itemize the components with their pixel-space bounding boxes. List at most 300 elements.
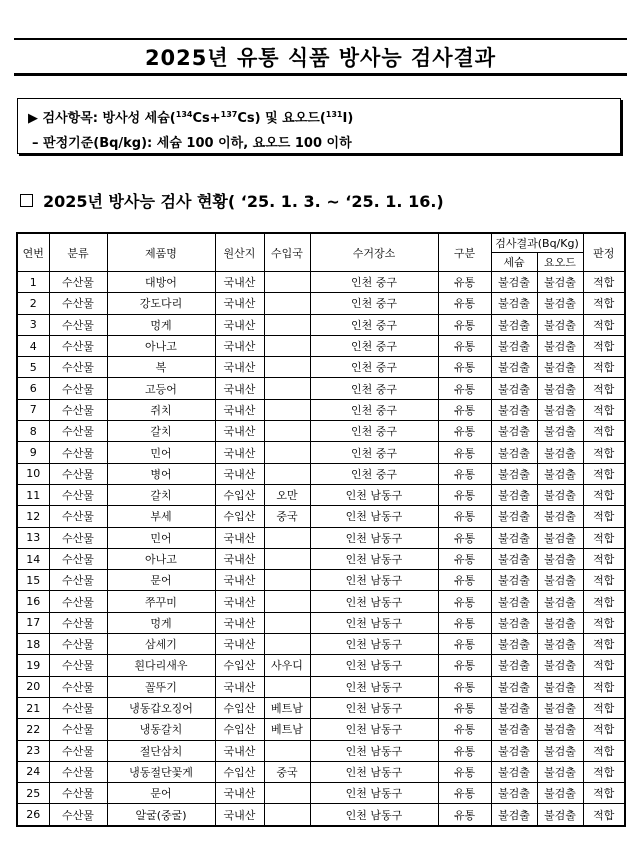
cell-type: 유통 (438, 463, 491, 484)
cell-iodine: 불검출 (537, 676, 583, 697)
cell-judgment: 적합 (583, 506, 625, 527)
cell-place: 인천 남동구 (310, 634, 438, 655)
table-row (17, 591, 625, 612)
cell-no: 3 (17, 314, 49, 335)
table-row (17, 570, 625, 591)
cell-origin: 수입산 (215, 761, 264, 782)
cell-iodine: 불검출 (537, 804, 583, 826)
cell-import-country (264, 740, 310, 761)
cell-iodine: 불검출 (537, 484, 583, 505)
cell-cesium: 불검출 (491, 655, 537, 676)
cell-product: 부세 (107, 506, 215, 527)
cell-no: 11 (17, 484, 49, 505)
cell-judgment: 적합 (583, 570, 625, 591)
cell-import-country (264, 612, 310, 633)
iodine-symbol: I) (342, 111, 354, 126)
cell-judgment: 적합 (583, 399, 625, 420)
header-no: 연번 (17, 233, 49, 272)
cell-cesium: 불검출 (491, 761, 537, 782)
cell-origin: 국내산 (215, 399, 264, 420)
cs-text: Cs+ (192, 111, 221, 126)
cell-category: 수산물 (49, 378, 107, 399)
cell-origin: 국내산 (215, 570, 264, 591)
cell-place: 인천 남동구 (310, 570, 438, 591)
cell-type: 유통 (438, 591, 491, 612)
cell-product: 병어 (107, 463, 215, 484)
table-row (17, 399, 625, 420)
cell-cesium: 불검출 (491, 634, 537, 655)
cell-category: 수산물 (49, 676, 107, 697)
cell-cesium: 불검출 (491, 484, 537, 505)
cell-place: 인천 남동구 (310, 548, 438, 569)
table-row (17, 293, 625, 314)
table-row (17, 463, 625, 484)
cell-no: 22 (17, 719, 49, 740)
cell-iodine: 불검출 (537, 527, 583, 548)
cell-import-country (264, 527, 310, 548)
cell-judgment: 적합 (583, 484, 625, 505)
cell-origin: 국내산 (215, 527, 264, 548)
iodine-text: Cs) 및 요오드( (237, 111, 326, 126)
cell-place: 인천 중구 (310, 357, 438, 378)
cell-product: 갈치 (107, 484, 215, 505)
cell-import-country (264, 676, 310, 697)
table-row (17, 719, 625, 740)
cell-import-country (264, 314, 310, 335)
inspection-items-label: ▶ 검사항목: 방사성 세슘( (28, 111, 176, 126)
cell-origin: 국내산 (215, 804, 264, 826)
cell-origin: 수입산 (215, 697, 264, 718)
header-judgment: 판정 (583, 233, 625, 272)
header-product: 제품명 (107, 233, 215, 272)
cell-product: 흰다리새우 (107, 655, 215, 676)
cell-cesium: 불검출 (491, 272, 537, 293)
cell-cesium: 불검출 (491, 676, 537, 697)
cell-import-country: 베트남 (264, 697, 310, 718)
cell-origin: 국내산 (215, 740, 264, 761)
cell-judgment: 적합 (583, 655, 625, 676)
cell-no: 5 (17, 357, 49, 378)
table-row (17, 442, 625, 463)
cell-origin: 국내산 (215, 314, 264, 335)
cell-place: 인천 남동구 (310, 506, 438, 527)
table-row (17, 804, 625, 826)
cell-judgment: 적합 (583, 548, 625, 569)
cell-origin: 국내산 (215, 783, 264, 804)
cell-judgment: 적합 (583, 612, 625, 633)
cell-import-country (264, 293, 310, 314)
cell-no: 15 (17, 570, 49, 591)
cell-type: 유통 (438, 804, 491, 826)
cell-import-country (264, 335, 310, 356)
cell-product: 알굴(중굴) (107, 804, 215, 826)
section-heading (20, 189, 444, 212)
cell-import-country: 사우디 (264, 655, 310, 676)
cell-category: 수산물 (49, 293, 107, 314)
cell-import-country (264, 634, 310, 655)
cell-origin: 국내산 (215, 421, 264, 442)
cell-no: 16 (17, 591, 49, 612)
cell-cesium: 불검출 (491, 421, 537, 442)
cell-type: 유통 (438, 357, 491, 378)
cell-no: 7 (17, 399, 49, 420)
judgment-criteria-line: – 판정기준(Bq/kg): 세슘 100 이하, 요오드 100 이하 (32, 136, 352, 151)
cell-judgment: 적합 (583, 314, 625, 335)
cell-product: 복 (107, 357, 215, 378)
cell-type: 유통 (438, 719, 491, 740)
cell-iodine: 불검출 (537, 570, 583, 591)
cell-product: 갈치 (107, 421, 215, 442)
cell-category: 수산물 (49, 804, 107, 826)
cell-origin: 수입산 (215, 484, 264, 505)
header-import-country: 수입국 (264, 233, 310, 272)
cell-place: 인천 남동구 (310, 591, 438, 612)
cell-place: 인천 남동구 (310, 761, 438, 782)
cell-import-country (264, 421, 310, 442)
cell-type: 유통 (438, 442, 491, 463)
cell-place: 인천 중구 (310, 463, 438, 484)
cell-judgment: 적합 (583, 442, 625, 463)
cell-category: 수산물 (49, 570, 107, 591)
cell-type: 유통 (438, 548, 491, 569)
cell-no: 4 (17, 335, 49, 356)
cell-category: 수산물 (49, 761, 107, 782)
cell-category: 수산물 (49, 527, 107, 548)
table-row (17, 783, 625, 804)
cell-cesium: 불검출 (491, 591, 537, 612)
cell-import-country: 중국 (264, 506, 310, 527)
cell-judgment: 적합 (583, 591, 625, 612)
cell-iodine: 불검출 (537, 591, 583, 612)
cell-no: 10 (17, 463, 49, 484)
cell-judgment: 적합 (583, 634, 625, 655)
cell-judgment: 적합 (583, 378, 625, 399)
cell-origin: 수입산 (215, 506, 264, 527)
cell-product: 냉동갈치 (107, 719, 215, 740)
cell-no: 17 (17, 612, 49, 633)
cell-place: 인천 남동구 (310, 804, 438, 826)
cell-type: 유통 (438, 335, 491, 356)
cell-no: 25 (17, 783, 49, 804)
cell-origin: 국내산 (215, 335, 264, 356)
cell-judgment: 적합 (583, 272, 625, 293)
table-row (17, 357, 625, 378)
cell-iodine: 불검출 (537, 761, 583, 782)
table-row (17, 548, 625, 569)
cell-category: 수산물 (49, 399, 107, 420)
cell-place: 인천 중구 (310, 378, 438, 399)
cell-type: 유통 (438, 484, 491, 505)
inspection-items-line (28, 107, 353, 126)
cell-product: 멍게 (107, 612, 215, 633)
cell-product: 강도다리 (107, 293, 215, 314)
cell-iodine: 불검출 (537, 719, 583, 740)
cell-place: 인천 중구 (310, 442, 438, 463)
cell-no: 24 (17, 761, 49, 782)
cell-import-country (264, 548, 310, 569)
cell-type: 유통 (438, 655, 491, 676)
cell-place: 인천 남동구 (310, 676, 438, 697)
header-iodine: 요오드 (537, 253, 583, 272)
cell-iodine: 불검출 (537, 442, 583, 463)
cell-iodine: 불검출 (537, 293, 583, 314)
cell-judgment: 적합 (583, 761, 625, 782)
cell-judgment: 적합 (583, 697, 625, 718)
cell-no: 21 (17, 697, 49, 718)
cell-category: 수산물 (49, 421, 107, 442)
cell-origin: 수입산 (215, 655, 264, 676)
table-row (17, 697, 625, 718)
cell-product: 쥐치 (107, 399, 215, 420)
cell-iodine: 불검출 (537, 399, 583, 420)
header-place: 수거장소 (310, 233, 438, 272)
cell-judgment: 적합 (583, 804, 625, 826)
cell-no: 23 (17, 740, 49, 761)
table-row (17, 612, 625, 633)
cell-iodine: 불검출 (537, 612, 583, 633)
cell-place: 인천 남동구 (310, 612, 438, 633)
cell-no: 14 (17, 548, 49, 569)
results-table (16, 232, 626, 827)
cell-category: 수산물 (49, 697, 107, 718)
cell-cesium: 불검출 (491, 697, 537, 718)
cell-product: 멍게 (107, 314, 215, 335)
cell-no: 8 (17, 421, 49, 442)
cell-category: 수산물 (49, 463, 107, 484)
cell-type: 유통 (438, 783, 491, 804)
cell-import-country (264, 399, 310, 420)
cell-category: 수산물 (49, 655, 107, 676)
cell-judgment: 적합 (583, 463, 625, 484)
table-row (17, 740, 625, 761)
table-row (17, 761, 625, 782)
cell-origin: 국내산 (215, 442, 264, 463)
cell-no: 13 (17, 527, 49, 548)
section-title: 2025년 방사능 검사 현황( ‘25. 1. 3. ~ ‘25. 1. 16.) (43, 192, 444, 211)
cell-category: 수산물 (49, 335, 107, 356)
cell-judgment: 적합 (583, 293, 625, 314)
cell-type: 유통 (438, 272, 491, 293)
cell-product: 절단삼치 (107, 740, 215, 761)
table-row (17, 676, 625, 697)
cell-category: 수산물 (49, 612, 107, 633)
cell-place: 인천 남동구 (310, 697, 438, 718)
cell-type: 유통 (438, 527, 491, 548)
cell-type: 유통 (438, 634, 491, 655)
cell-cesium: 불검출 (491, 570, 537, 591)
cell-product: 대방어 (107, 272, 215, 293)
cell-product: 아나고 (107, 548, 215, 569)
cell-iodine: 불검출 (537, 783, 583, 804)
cell-cesium: 불검출 (491, 442, 537, 463)
cell-category: 수산물 (49, 548, 107, 569)
table-row (17, 527, 625, 548)
cell-origin: 국내산 (215, 463, 264, 484)
table-row (17, 378, 625, 399)
cell-product: 냉동갑오징어 (107, 697, 215, 718)
cell-import-country (264, 442, 310, 463)
cell-cesium: 불검출 (491, 719, 537, 740)
cell-product: 아나고 (107, 335, 215, 356)
cell-product: 꼴뚜기 (107, 676, 215, 697)
cell-type: 유통 (438, 697, 491, 718)
cell-type: 유통 (438, 378, 491, 399)
cell-origin: 국내산 (215, 272, 264, 293)
cell-type: 유통 (438, 612, 491, 633)
cell-product: 민어 (107, 442, 215, 463)
cell-cesium: 불검출 (491, 783, 537, 804)
cell-no: 20 (17, 676, 49, 697)
cell-place: 인천 중구 (310, 314, 438, 335)
cell-place: 인천 남동구 (310, 527, 438, 548)
cell-iodine: 불검출 (537, 634, 583, 655)
checkbox-icon (20, 194, 33, 207)
cell-category: 수산물 (49, 314, 107, 335)
cell-judgment: 적합 (583, 676, 625, 697)
cell-origin: 국내산 (215, 357, 264, 378)
cell-cesium: 불검출 (491, 740, 537, 761)
cell-iodine: 불검출 (537, 335, 583, 356)
cell-iodine: 불검출 (537, 548, 583, 569)
cell-product: 쭈꾸미 (107, 591, 215, 612)
table-row (17, 484, 625, 505)
header-origin: 원산지 (215, 233, 264, 272)
table-row (17, 655, 625, 676)
cell-no: 9 (17, 442, 49, 463)
cell-import-country (264, 804, 310, 826)
cell-place: 인천 남동구 (310, 719, 438, 740)
table-row (17, 634, 625, 655)
cell-iodine: 불검출 (537, 697, 583, 718)
cell-place: 인천 남동구 (310, 655, 438, 676)
cell-judgment: 적합 (583, 421, 625, 442)
table-row (17, 335, 625, 356)
cell-type: 유통 (438, 293, 491, 314)
cell-iodine: 불검출 (537, 463, 583, 484)
cell-cesium: 불검출 (491, 612, 537, 633)
header-result: 검사결과(Bq/Kg) (491, 233, 583, 253)
cell-place: 인천 중구 (310, 272, 438, 293)
cell-iodine: 불검출 (537, 655, 583, 676)
cell-import-country: 중국 (264, 761, 310, 782)
cell-import-country: 오만 (264, 484, 310, 505)
cell-product: 민어 (107, 527, 215, 548)
cell-no: 19 (17, 655, 49, 676)
cell-judgment: 적합 (583, 335, 625, 356)
cell-cesium: 불검출 (491, 293, 537, 314)
cell-iodine: 불검출 (537, 740, 583, 761)
cell-category: 수산물 (49, 442, 107, 463)
cell-no: 1 (17, 272, 49, 293)
cell-import-country (264, 783, 310, 804)
cell-type: 유통 (438, 421, 491, 442)
cell-origin: 수입산 (215, 719, 264, 740)
cell-judgment: 적합 (583, 527, 625, 548)
cell-iodine: 불검출 (537, 378, 583, 399)
cell-place: 인천 중구 (310, 335, 438, 356)
cell-no: 6 (17, 378, 49, 399)
cell-type: 유통 (438, 761, 491, 782)
cell-place: 인천 남동구 (310, 484, 438, 505)
cell-import-country (264, 570, 310, 591)
cell-category: 수산물 (49, 634, 107, 655)
cell-type: 유통 (438, 570, 491, 591)
cell-cesium: 불검출 (491, 399, 537, 420)
cell-product: 삼세기 (107, 634, 215, 655)
cell-origin: 국내산 (215, 676, 264, 697)
cell-import-country: 베트남 (264, 719, 310, 740)
cell-category: 수산물 (49, 591, 107, 612)
page-title: 2025년 유통 식품 방사능 검사결과 (14, 38, 627, 76)
cell-import-country (264, 272, 310, 293)
cell-iodine: 불검출 (537, 357, 583, 378)
cell-type: 유통 (438, 314, 491, 335)
cell-origin: 국내산 (215, 591, 264, 612)
table-row (17, 421, 625, 442)
cell-category: 수산물 (49, 272, 107, 293)
cell-category: 수산물 (49, 484, 107, 505)
cell-origin: 국내산 (215, 378, 264, 399)
header-cesium: 세슘 (491, 253, 537, 272)
cell-iodine: 불검출 (537, 506, 583, 527)
inspection-info-box (17, 98, 621, 154)
cell-cesium: 불검출 (491, 357, 537, 378)
cell-origin: 국내산 (215, 612, 264, 633)
cell-no: 12 (17, 506, 49, 527)
cell-product: 냉동절단꽃게 (107, 761, 215, 782)
table-row (17, 506, 625, 527)
cs137-superscript: 137 (220, 110, 238, 119)
cell-origin: 국내산 (215, 293, 264, 314)
cell-iodine: 불검출 (537, 272, 583, 293)
cell-place: 인천 중구 (310, 421, 438, 442)
cell-place: 인천 중구 (310, 399, 438, 420)
header-category: 분류 (49, 233, 107, 272)
cell-origin: 국내산 (215, 634, 264, 655)
cell-cesium: 불검출 (491, 506, 537, 527)
cell-judgment: 적합 (583, 783, 625, 804)
cell-judgment: 적합 (583, 740, 625, 761)
cell-category: 수산물 (49, 357, 107, 378)
cell-no: 2 (17, 293, 49, 314)
table-row (17, 272, 625, 293)
cell-cesium: 불검출 (491, 804, 537, 826)
cell-iodine: 불검출 (537, 421, 583, 442)
cell-type: 유통 (438, 399, 491, 420)
i131-superscript: 131 (325, 110, 343, 119)
cell-no: 18 (17, 634, 49, 655)
cell-judgment: 적합 (583, 357, 625, 378)
cell-cesium: 불검출 (491, 335, 537, 356)
cell-cesium: 불검출 (491, 463, 537, 484)
cell-cesium: 불검출 (491, 548, 537, 569)
cell-category: 수산물 (49, 506, 107, 527)
cell-type: 유통 (438, 740, 491, 761)
cell-type: 유통 (438, 506, 491, 527)
table-row (17, 314, 625, 335)
cell-cesium: 불검출 (491, 314, 537, 335)
cell-iodine: 불검출 (537, 314, 583, 335)
cell-category: 수산물 (49, 783, 107, 804)
header-type: 구분 (438, 233, 491, 272)
cell-category: 수산물 (49, 719, 107, 740)
cell-import-country (264, 463, 310, 484)
cell-no: 26 (17, 804, 49, 826)
cell-type: 유통 (438, 676, 491, 697)
cell-judgment: 적합 (583, 719, 625, 740)
cell-product: 문어 (107, 783, 215, 804)
cell-import-country (264, 357, 310, 378)
